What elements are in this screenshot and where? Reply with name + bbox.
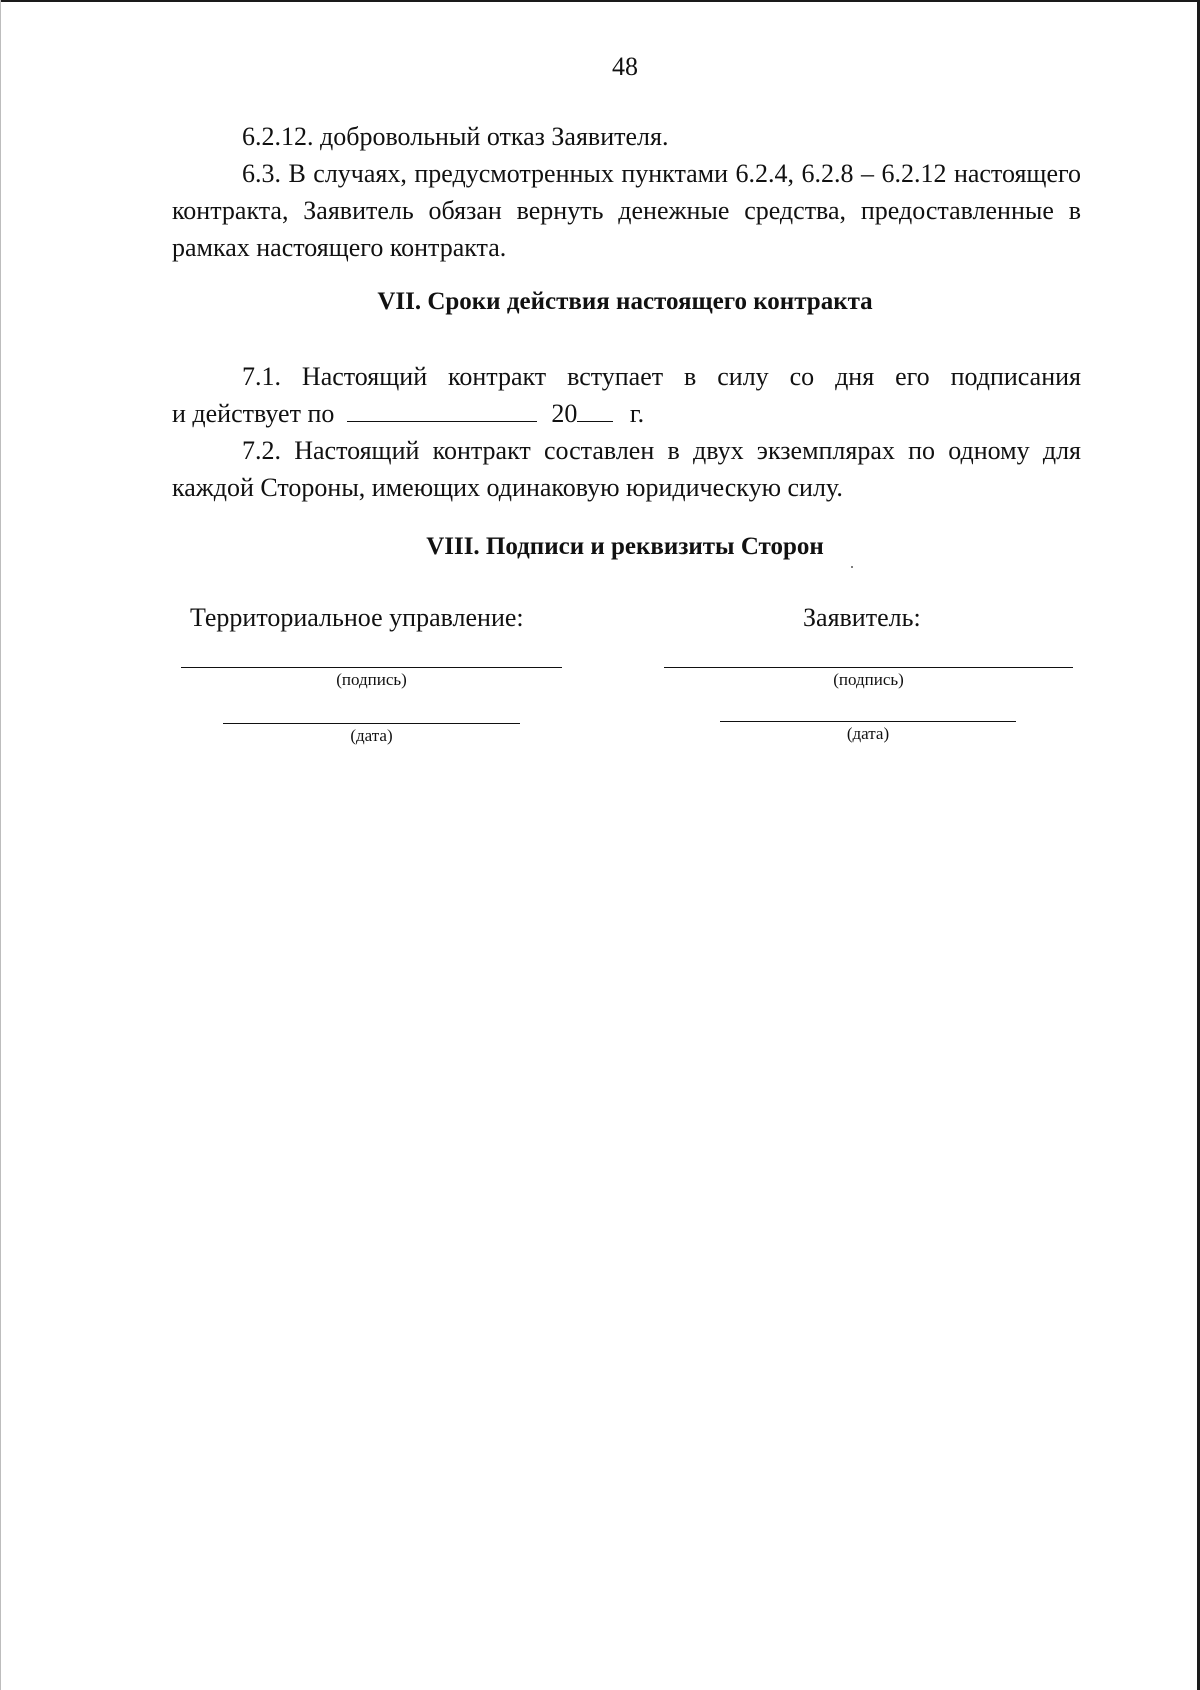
section-7-heading: VII. Сроки действия настоящего контракта bbox=[377, 288, 873, 315]
year-blank-field bbox=[577, 399, 613, 422]
item-6-2-12: 6.2.12. добровольный отказ Заявителя. bbox=[242, 122, 669, 151]
right-date-caption: (дата) bbox=[846, 724, 890, 743]
scan-speck bbox=[851, 566, 853, 568]
page-number: 48 bbox=[612, 52, 638, 81]
scan-border-left bbox=[0, 0, 1, 1690]
right-date-line bbox=[720, 721, 1016, 722]
scan-border-top bbox=[0, 0, 1200, 2]
left-party-label: Территориальное управление: bbox=[190, 603, 524, 632]
item-7-1-line-2 bbox=[172, 395, 1081, 432]
year-suffix: г. bbox=[629, 399, 645, 428]
right-party-label: Заявитель: bbox=[803, 603, 921, 632]
section-8-heading: VIII. Подписи и реквизиты Сторон bbox=[426, 533, 824, 560]
right-signature-line bbox=[664, 667, 1073, 668]
date-blank-field bbox=[347, 399, 537, 422]
left-signature-line bbox=[181, 667, 562, 668]
left-signature-caption: (подпись) bbox=[336, 670, 407, 689]
left-date-caption: (дата) bbox=[350, 726, 393, 745]
year-prefix: 20 bbox=[551, 399, 578, 428]
item-7-2: 7.2. Настоящий контракт составлен в двух экземплярах по одному для каждой Стороны, имеющих одинаковую юридическую силу. bbox=[172, 436, 1081, 502]
item-7-1-line-1: 7.1. Настоящий контракт вступает в силу со дня его подписания bbox=[242, 362, 1081, 391]
item-6-3: 6.3. В случаях, предусмотренных пунктами 6.2.4, 6.2.8 – 6.2.12 настоящего контракта, Заявитель обязан вернуть денежные средства, предоставленные в рамках настоящего контракта. bbox=[172, 159, 1081, 262]
item-7-1-prefix: и действует по bbox=[172, 399, 335, 428]
left-date-line bbox=[223, 723, 520, 724]
right-signature-caption: (подпись) bbox=[833, 670, 904, 689]
